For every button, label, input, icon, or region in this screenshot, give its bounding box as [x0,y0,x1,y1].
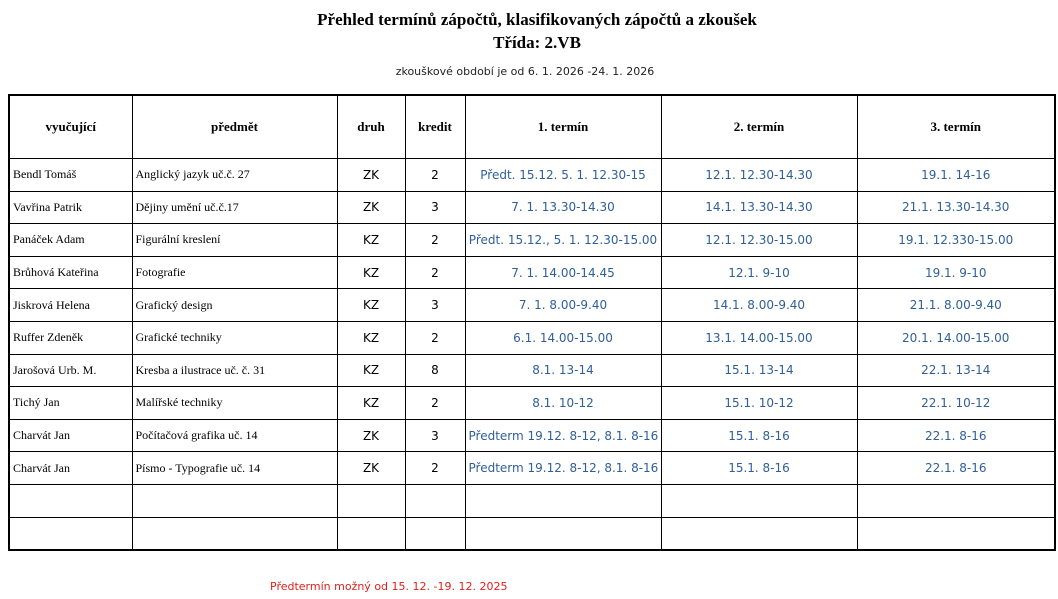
table-header-row [9,95,1055,159]
subject-cell: Kresba a ilustrace uč. č. 31 [132,354,337,387]
subject-cell: Počítačová grafika uč. 14 [132,419,337,452]
type-cell [337,517,405,550]
credit-cell: 3 [405,191,465,224]
teacher-cell: Vavřina Patrik [9,191,132,224]
teacher-cell: Tichý Jan [9,387,132,420]
credit-cell: 2 [405,159,465,192]
term-3-cell: 21.1. 13.30-14.30 [857,191,1055,224]
term-1-cell: 7. 1. 8.00-9.40 [465,289,661,322]
teacher-cell: Ruffer Zdeněk [9,321,132,354]
table-row [9,354,1055,387]
credit-cell: 2 [405,256,465,289]
table-row [9,484,1055,517]
term-3-cell [857,484,1055,517]
term-2-cell: 15.1. 8-16 [661,452,857,485]
table-row [9,224,1055,257]
term-1-cell: 6.1. 14.00-15.00 [465,321,661,354]
teacher-cell: Jiskrová Helena [9,289,132,322]
type-cell: ZK [337,159,405,192]
credit-cell: 2 [405,321,465,354]
term-2-cell: 15.1. 13-14 [661,354,857,387]
column-header-teacher: vyučující [9,95,132,159]
term-3-cell: 22.1. 10-12 [857,387,1055,420]
exam-period-subtitle: zkouškové období je od 6. 1. 2026 -24. 1. 2026 [395,65,655,78]
teacher-cell [9,484,132,517]
type-cell: KZ [337,321,405,354]
term-1-cell: Předt. 15.12., 5. 1. 12.30-15.00 [465,224,661,257]
table-row [9,289,1055,322]
term-2-cell: 15.1. 8-16 [661,419,857,452]
subject-cell: Figurální kreslení [132,224,337,257]
term-3-cell [857,517,1055,550]
table-row [9,256,1055,289]
subject-cell: Grafický design [132,289,337,322]
teacher-cell: Charvát Jan [9,452,132,485]
term-2-cell [661,484,857,517]
column-header-credit: kredit [405,95,465,159]
teacher-cell: Panáček Adam [9,224,132,257]
type-cell: KZ [337,256,405,289]
type-cell: ZK [337,452,405,485]
type-cell: KZ [337,289,405,322]
subject-cell: Písmo - Typografie uč. 14 [132,452,337,485]
term-1-cell [465,517,661,550]
term-3-cell: 21.1. 8.00-9.40 [857,289,1055,322]
term-1-cell: 8.1. 10-12 [465,387,661,420]
term-1-cell: Předterm 19.12. 8-12, 8.1. 8-16 [465,452,661,485]
class-title: Třída: 2.VB [493,33,581,52]
type-cell: KZ [337,224,405,257]
page-title: Přehled termínů zápočtů, klasifikovaných zápočtů a zkoušek [317,10,757,29]
teacher-cell: Brůhová Kateřina [9,256,132,289]
term-1-cell: Předt. 15.12. 5. 1. 12.30-15 [465,159,661,192]
term-3-cell: 19.1. 9-10 [857,256,1055,289]
subject-cell: Dějiny umění uč.č.17 [132,191,337,224]
term-2-cell: 12.1. 12.30-15.00 [661,224,857,257]
type-cell: ZK [337,419,405,452]
type-cell [337,484,405,517]
teacher-cell: Jarošová Urb. M. [9,354,132,387]
term-2-cell: 12.1. 12.30-14.30 [661,159,857,192]
term-3-cell: 19.1. 14-16 [857,159,1055,192]
credit-cell [405,484,465,517]
term-3-cell: 20.1. 14.00-15.00 [857,321,1055,354]
column-header-term-3: 3. termín [857,95,1055,159]
term-3-cell: 22.1. 13-14 [857,354,1055,387]
credit-cell: 8 [405,354,465,387]
teacher-cell: Bendl Tomáš [9,159,132,192]
column-header-term-2: 2. termín [661,95,857,159]
term-3-cell: 19.1. 12.330-15.00 [857,224,1055,257]
column-header-type: druh [337,95,405,159]
term-2-cell: 12.1. 9-10 [661,256,857,289]
term-2-cell: 14.1. 8.00-9.40 [661,289,857,322]
subject-cell: Grafické techniky [132,321,337,354]
term-2-cell: 14.1. 13.30-14.30 [661,191,857,224]
credit-cell: 2 [405,224,465,257]
subject-cell: Fotografie [132,256,337,289]
subject-cell: Anglický jazyk uč.č. 27 [132,159,337,192]
term-1-cell: 7. 1. 13.30-14.30 [465,191,661,224]
term-2-cell: 15.1. 10-12 [661,387,857,420]
term-1-cell [465,484,661,517]
table-row [9,452,1055,485]
term-1-cell: 7. 1. 14.00-14.45 [465,256,661,289]
credit-cell: 3 [405,289,465,322]
table-row [9,321,1055,354]
term-3-cell: 22.1. 8-16 [857,419,1055,452]
term-2-cell [661,517,857,550]
column-header-subject: předmět [132,95,337,159]
table-row [9,419,1055,452]
table-row [9,159,1055,192]
subject-cell: Malířské techniky [132,387,337,420]
table-row [9,387,1055,420]
subject-cell [132,484,337,517]
credit-cell: 3 [405,419,465,452]
pre-term-note: Předtermín možný od 15. 12. -19. 12. 2025 [270,580,508,593]
type-cell: ZK [337,191,405,224]
table-row [9,191,1055,224]
teacher-cell: Charvát Jan [9,419,132,452]
credit-cell [405,517,465,550]
type-cell: KZ [337,354,405,387]
teacher-cell [9,517,132,550]
term-1-cell: 8.1. 13-14 [465,354,661,387]
term-2-cell: 13.1. 14.00-15.00 [661,321,857,354]
type-cell: KZ [337,387,405,420]
table-row [9,517,1055,550]
credit-cell: 2 [405,452,465,485]
column-header-term-1: 1. termín [465,95,661,159]
credit-cell: 2 [405,387,465,420]
term-1-cell: Předterm 19.12. 8-12, 8.1. 8-16 [465,419,661,452]
subject-cell [132,517,337,550]
exam-schedule-table [8,94,1056,551]
term-3-cell: 22.1. 8-16 [857,452,1055,485]
